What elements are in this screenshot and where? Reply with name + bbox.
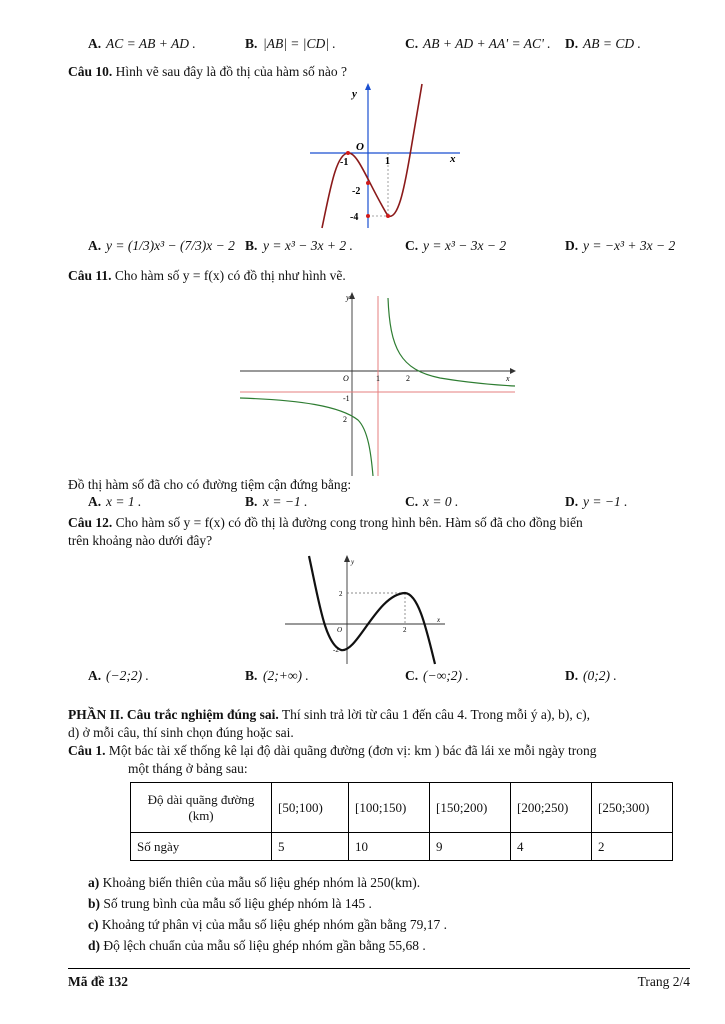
table-count-cell: 4 [511,833,592,861]
q10-label-neg2: -2 [352,186,361,197]
q12-text-line2: trên khoảng nào dưới đây? [68,533,213,548]
q11-text: Cho hàm số y = f(x) có đồ thị như hình vẽ. [114,268,346,283]
q10-point [366,214,370,218]
q11-label-neg1: -1 [343,394,350,403]
q10-options [0,238,725,258]
statement-label: c) [88,917,99,932]
q12-option-b-text: (2;+∞) . [263,668,309,683]
q11-curve-right [388,298,515,386]
q11-option-b-label: B. [245,494,258,509]
p2q1-label: Câu 1. [68,743,106,758]
q10-option-c-label: C. [405,238,419,253]
q11-label-x: x [506,374,510,383]
statement-item [88,872,447,893]
part2-header [68,706,690,742]
q9-option-b-label: B. [245,36,258,51]
table-count-cell: 2 [592,833,673,861]
q12-options [0,668,725,688]
q10-text: Hình vẽ sau đây là đồ thị của hàm số nào ? [115,64,347,79]
q12-option-a-text: (−2;2) . [106,668,149,683]
q11-stem [68,268,346,284]
statement-item [88,935,447,956]
q11-label-2: 2 [343,415,347,424]
statement-item [88,914,447,935]
q11-label-one: 1 [376,374,380,383]
q11-label-y: y [346,293,350,302]
p2q1-stem [68,742,690,778]
table-row-label: Số ngày [131,833,272,861]
q12-label: Câu 12. [68,515,113,530]
q11-option-a-label: A. [88,494,102,509]
q12-option-c-text: (−∞;2) . [423,668,469,683]
table-interval-cell: [250;300) [592,783,673,833]
q12-stem [68,514,690,550]
q11-curve-left [240,398,373,476]
q11-label-two: 2 [406,374,410,383]
q11-option-d-label: D. [565,494,579,509]
q11-option-b-text: x = −1 . [263,494,308,509]
q11-option-c-text: x = 0 . [423,494,459,509]
q10-point [346,151,350,155]
part2-title: PHẦN II. Câu trắc nghiệm đúng sai. [68,707,279,722]
distance-table [130,782,673,861]
q10-option-d-label: D. [565,238,579,253]
q11-graph [240,288,520,478]
table-header-label-line1: Độ dài quãng đường [147,791,255,807]
p2q1-text-line2: một tháng ở bảng sau: [128,761,248,776]
q10-option-b-label: B. [245,238,258,253]
q12-curve [309,556,435,664]
q9-option-c-label: C. [405,36,419,51]
q10-option-d-text: y = −x³ + 3x − 2 [583,238,676,253]
q9-option-d-text: AB = CD . [583,36,641,51]
q9-option-b-text: |AB| = |CD| . [263,36,336,51]
q10-label: Câu 10. [68,64,113,79]
q10-option-a-text: y = (1/3)x³ − (7/3)x − 2 [106,238,235,253]
q12-label-x: x [437,616,441,624]
q10-label-x: x [450,153,456,165]
table-row [131,833,673,861]
table-count-cell: 9 [430,833,511,861]
q9-option-c-text: AB + AD + AA' = AC' . [423,36,551,51]
statement-label: d) [88,938,101,953]
q10-option-b-text: y = x³ − 3x + 2 . [263,238,353,253]
q11-label-o: O [343,374,349,383]
q9-option-d-label: D. [565,36,579,51]
q12-option-d-text: (0;2) . [583,668,617,683]
q12-label-y: y [351,558,355,566]
q11-options [0,494,725,514]
q12-label-2x: 2 [403,626,407,634]
statement-text: Khoảng tứ phân vị của mẫu số liệu ghép nhóm gần bằng 79,17 . [101,917,448,932]
q11-option-d-text: y = −1 . [583,494,628,509]
q10-curve [322,84,422,228]
statement-text: Độ lệch chuẩn của mẫu số liệu ghép nhóm gần bằng 55,68 . [103,938,426,953]
p2q1-text-line1: Một bác tài xế thống kê lại độ dài quãng đường (đơn vị: km ) bác đã lái xe mỗi ngày trong [108,743,597,758]
q11-y-arrow [349,292,355,299]
q11-option-c-label: C. [405,494,419,509]
table-interval-cell: [150;200) [430,783,511,833]
statement-text: Khoảng biến thiên của mẫu số liệu ghép nhóm là 250(km). [102,875,421,890]
table-header-label [131,783,272,833]
q10-option-a-label: A. [88,238,102,253]
q12-option-a-label: A. [88,668,102,683]
q11-option-a-text: x = 1 . [106,494,142,509]
q12-option-d-label: D. [565,668,579,683]
q10-stem [68,64,347,80]
table-interval-cell: [100;150) [349,783,430,833]
statement-label: b) [88,896,101,911]
q12-graph [285,552,450,667]
q10-option-c-text: y = x³ − 3x − 2 [423,238,507,253]
statement-label: a) [88,875,100,890]
q10-point [386,214,390,218]
q11-label: Câu 11. [68,268,112,283]
statement-item [88,893,447,914]
q12-label-neg2: -2 [333,646,339,654]
q11-x-arrow [510,368,516,374]
q9-option-a-text: AC = AB + AD . [106,36,196,51]
q9-option-a-label: A. [88,36,102,51]
p2q1-statements [88,872,447,956]
statement-text: Số trung bình của mẫu số liệu ghép nhóm là 145 . [103,896,372,911]
part2-instr-line1: Thí sinh trả lời từ câu 1 đến câu 4. Trong mỗi ý a), b), c), [281,707,590,722]
q10-label-o: O [356,141,364,153]
footer-exam-code: Mã đề 132 [68,974,128,989]
table-interval-cell: [50;100) [272,783,349,833]
table-interval-cell: [200;250) [511,783,592,833]
q12-option-b-label: B. [245,668,258,683]
q11-question: Đồ thị hàm số đã cho có đường tiệm cận đứng bằng: [68,477,352,492]
q9-options [0,36,725,56]
q10-point [366,181,370,185]
q12-label-2: 2 [339,590,343,598]
q12-option-c-label: C. [405,668,419,683]
q10-graph [300,80,465,230]
table-count-cell: 5 [272,833,349,861]
table-header-row [131,783,673,833]
q10-label-one: 1 [385,156,390,167]
q10-label-neg1: -1 [340,157,349,168]
q10-label-neg4: -4 [350,212,359,223]
q12-label-o: O [337,626,343,634]
table-count-cell: 10 [349,833,430,861]
q12-y-arrow [344,555,350,562]
footer-page-number: Trang 2/4 [637,974,690,989]
q12-text-line1: Cho hàm số y = f(x) có đồ thị là đường cong trong hình bên. Hàm số đã cho đồng biến [115,515,583,530]
q10-y-arrow [365,83,371,90]
table-header-label-line2: (km) [188,807,214,823]
part2-instr-line2: d) ở mỗi câu, thí sinh chọn đúng hoặc sai. [68,725,294,740]
q10-label-y: y [352,88,357,100]
footer-divider [68,968,690,969]
